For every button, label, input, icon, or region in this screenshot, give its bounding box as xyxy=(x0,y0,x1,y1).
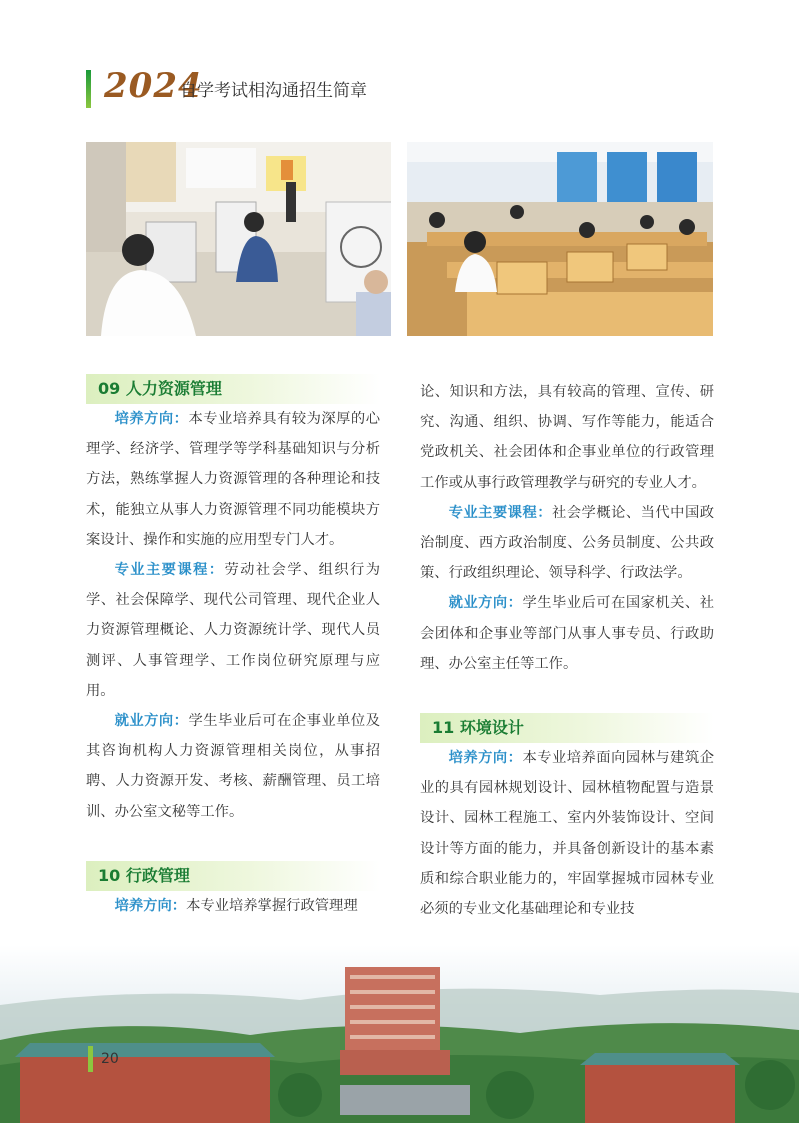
s11-training-text: 本专业培养面向园林与建筑企业的具有园林规划设计、园林植物配置与造景设计、园林工程施工、室内外装饰设计、空间设计等方面的能力，并具备创新设计的基本素质和综合职业能力的，牢固掌握城市园林专业必须的专业文化基础理论和专业技 xyxy=(420,750,715,918)
s09-employment-paragraph xyxy=(86,706,380,827)
s09-training-paragraph xyxy=(86,404,380,555)
s10-training-paragraph xyxy=(86,891,380,921)
s10-courses-paragraph xyxy=(420,498,714,589)
s10-courses-text: 社会学概论、当代中国政治制度、西方政治制度、公务员制度、公共政策、行政组织理论、领导科学、行政法学。 xyxy=(420,504,715,582)
header-accent-bar xyxy=(86,70,91,108)
section-heading-09: 09 人力资源管理 xyxy=(86,374,380,404)
right-column xyxy=(420,377,714,924)
s10-employment-label: 就业方向： xyxy=(448,595,523,612)
s10-employment-text: 学生毕业后可在国家机关、社会团体和企事业等部门从事人事专员、行政助理、办公室主任等工作。 xyxy=(420,595,715,672)
s10-training-text: 本专业培养掌握行政管理理 xyxy=(186,897,358,914)
section-heading-11: 11 环境设计 xyxy=(420,713,714,743)
s11-training-label: 培养方向： xyxy=(448,750,523,767)
campus-panorama-image xyxy=(0,945,799,1123)
s09-employment-text: 学生毕业后可在企事业单位及其咨询机构人力资源管理相关岗位，从事招聘、人力资源开发、考核、薪酬管理、员工培训、办公室文秘等工作。 xyxy=(86,713,381,820)
s09-employment-label: 就业方向： xyxy=(114,713,189,730)
s10-employment-paragraph xyxy=(420,588,714,679)
s09-training-text: 本专业培养具有较为深厚的心理学、经济学、管理学等学科基础知识与分析方法，熟练掌握人力资源管理的各种理论和技术，能独立从事人力资源管理不同功能模块方案设计、操作和实施的应用型专门人才。 xyxy=(86,411,381,548)
s10-training-continued: 论、知识和方法，具有较高的管理、宣传、研究、沟通、组织、协调、写作等能力，能适合党政机关、社会团体和企事业单位的行政管理工作或从事行政管理教学与研究的专业人才。 xyxy=(420,384,714,491)
drawing-classroom-photo xyxy=(86,142,391,336)
s09-courses-paragraph xyxy=(86,555,380,706)
s11-training-paragraph xyxy=(420,743,714,924)
section-heading-10: 10 行政管理 xyxy=(86,861,380,891)
s10-courses-label: 专业主要课程： xyxy=(448,504,552,521)
left-column xyxy=(86,374,380,921)
header-year-logo: 2024 xyxy=(104,66,203,106)
s09-training-label: 培养方向： xyxy=(114,411,189,427)
header-title: 自学考试相沟通招生简章 xyxy=(180,81,367,101)
page-number: 20 xyxy=(88,1046,119,1072)
s09-courses-label: 专业主要课程： xyxy=(114,562,225,579)
s09-courses-text: 劳动社会学、组织行为学、社会保障学、现代公司管理、现代企业人力资源管理概论、人力资源统计学、现代人员测评、人事管理学、工作岗位研究原理与应用。 xyxy=(86,562,381,699)
s10-training-label: 培养方向： xyxy=(114,897,187,914)
computer-lab-photo xyxy=(407,142,713,336)
